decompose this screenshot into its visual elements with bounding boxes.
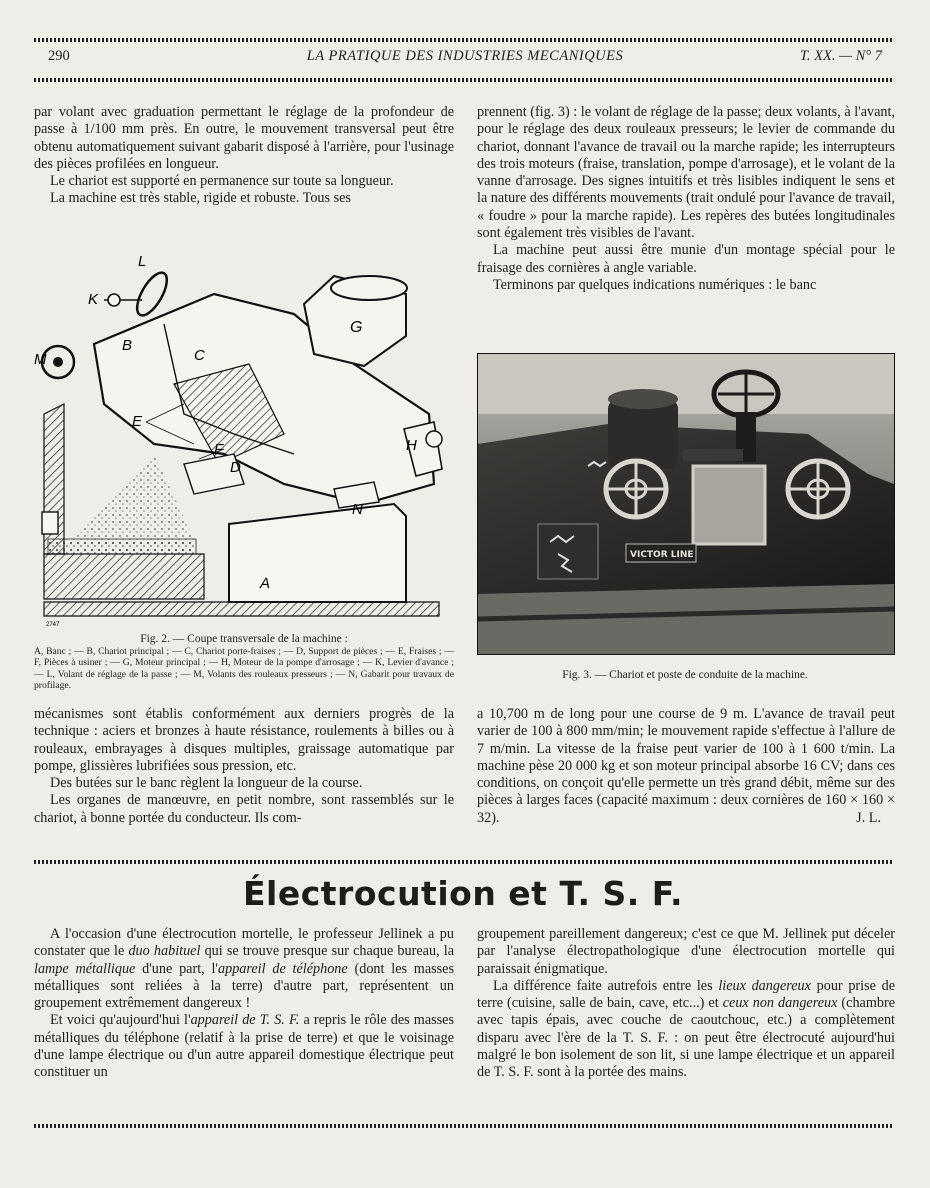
figure-3-caption xyxy=(477,670,893,682)
figure-2-legend: A, Banc ; — B, Chariot principal ; — C, Chariot porte-fraises ; — D, Support de pièces ; — E, Fraises ; — F, Pièces à usiner ; — G, Moteur principal ; — H, Moteur de la pompe d'arrosage ; — K, Levier d'avance ; — L, Volant de réglage de la passe ; — M, Volants des rouleaux presseurs ; — N, Gabarit pour travaux de profilage. xyxy=(34,645,454,691)
fig-label-E: E xyxy=(132,413,143,430)
journal-title: LA PRATIQUE DES INDUSTRIES MECANIQUES xyxy=(306,48,624,64)
header-rule xyxy=(34,78,892,82)
emphasis: appareil de T. S. F. xyxy=(190,1012,300,1029)
paragraph xyxy=(477,978,895,1082)
fig-label-F: F xyxy=(214,441,224,458)
article1-right-bottom xyxy=(477,706,895,827)
text: d'une part, l' xyxy=(135,960,218,977)
figure-2-cross-section xyxy=(34,254,454,632)
article1-left-bottom xyxy=(34,706,454,827)
paragraph: Le chariot est supporté en permanence sur toute sa longueur. xyxy=(50,173,394,190)
fig-label-K: K xyxy=(88,291,99,308)
cross-section-drawing xyxy=(34,254,454,632)
text: A l'occasion d'une électrocution mortelle, le professeur Jellinek a pu constater que le xyxy=(34,926,454,960)
figure-2-caption xyxy=(34,634,454,692)
emphasis: duo habituel xyxy=(128,943,201,960)
paragraph: prennent (fig. 3) : le volant de réglage de la passe; deux volants, à l'avant, pour le réglage des deux rouleaux presseurs; le levier de commande du chariot, donnant l'avance de travail ou la marche rapide; les interrupteurs des trois moteurs (fraise, translation, pompe d'arrosage), et le volant de la vanne d'arrosage. Des signes intuitifs et très lisibles indiquent le sens et la nature des différents mouvements (trait ondulé pour l'avance de travail, « foudre » pour la marche rapide). Les repères des butées longitudinales sont également très visibles de l'avant. xyxy=(477,104,895,242)
fig-label-G: G xyxy=(350,319,363,336)
text: La différence faite autrefois entre les xyxy=(493,977,719,994)
paragraph: groupement pareillement dangereux; c'est ce que M. Jellinek put déceler par l'analyse électropathologique d'une électrocution mortelle qui paraissait énigmatique. xyxy=(477,926,895,977)
control-station-photo xyxy=(478,354,894,654)
figure-2-title: Fig. 2. — Coupe transversale de la machine : xyxy=(140,633,348,645)
text: a repris le rôle des masses métalliques du téléphone (relatif à la prise de terre) et que le voisinage d'une lampe électrique ou d'un autre appareil domestique électrique peut constituer un xyxy=(34,1012,454,1081)
article1-right-top xyxy=(477,104,895,294)
page-number: 290 xyxy=(48,48,70,64)
paragraph: par volant avec graduation permettant le réglage de la profondeur de passe à 1/100 mm près. En outre, le mouvement transversal peut être obtenu automatiquement suivant gabarit disposé à l'arrière, pour l'usinage des pièces profilées en longueur. xyxy=(34,104,454,172)
emphasis: ceux non dangereux xyxy=(722,995,838,1012)
fig-label-B: B xyxy=(122,337,133,354)
bottom-rule xyxy=(34,1124,892,1128)
paragraph xyxy=(34,926,454,1012)
paragraph: La machine peut aussi être munie d'un montage spécial pour le fraisage des cornières à angle variable. xyxy=(477,242,895,276)
article2-right xyxy=(477,926,895,1082)
author-signature: J. L. xyxy=(856,809,881,826)
article2-left xyxy=(34,926,454,1082)
fig-label-D: D xyxy=(230,459,241,476)
fig-label-N: N xyxy=(352,501,363,518)
figure-3-title: Fig. 3. — Chariot et poste de conduite de la machine. xyxy=(562,669,808,681)
machine-name-plate: VICTOR LINE xyxy=(630,550,694,560)
figure-3-photo xyxy=(477,353,895,655)
paragraph: La machine est très stable, rigide et robuste. Tous ses xyxy=(50,190,351,207)
paragraph xyxy=(477,706,895,827)
text: Et voici qu'aujourd'hui l' xyxy=(50,1012,191,1029)
text: qui se trouve presque sur chaque bureau, la xyxy=(200,943,454,960)
article-title: Électrocution et T. S. F. xyxy=(242,874,683,913)
fig-label-A: A xyxy=(260,575,271,592)
emphasis: lampe métallique xyxy=(34,960,136,977)
section-rule xyxy=(34,860,892,864)
paragraph-text: a 10,700 m de long pour une course de 9 m. L'avance de travail peut varier de 100 à 800 mm/min; le mouvement rapide s'effectue à l'allure de 7 m/min. La vitesse de la fraise peut varier de 100 à 1 600 t/min. La machine pèse 20 000 kg et son moteur principal absorbe 16 CV; dans ces conditions, on conçoit qu'elle permette un très grand débit, même sur des pièces à larges faces (capacité maximum : deux cornières de 160 × 160 × 32). xyxy=(477,706,895,826)
article1-left-top xyxy=(34,104,454,208)
paragraph: Des butées sur le banc règlent la longueur de la course. xyxy=(50,775,363,792)
fig-label-C: C xyxy=(194,347,205,364)
paragraph: mécanismes sont établis conformément aux derniers progrès de la technique : aciers et bronzes à haute résistance, roulements à billes ou à rouleaux, embrayages à disques multiples, graissage automatique par pompe, glissières lubrifiées sous pression, etc. xyxy=(34,706,454,774)
fig-label-M: M xyxy=(34,351,47,368)
emphasis: lieux dangereux xyxy=(718,977,811,994)
fig-label-L: L xyxy=(138,254,147,270)
fig-label-H: H xyxy=(406,437,417,454)
text: pour prise de terre (cuisine, salle de bain, cave, etc...) et xyxy=(477,977,895,1012)
text: (chambre avec tapis épais, avec couche de caoutchouc, etc.) a complètement disparu avec l'ère de la T. S. F. : on peut être électrocuté aujourd'hui malgré le bon isolement de son lit, si une lampe électrique et un appareil de T. S. F. sont à la portée des mains. xyxy=(477,995,895,1081)
issue-number: T. XX. — N° 7 xyxy=(799,48,882,64)
paragraph xyxy=(34,1012,454,1081)
emphasis: appareil de téléphone xyxy=(218,960,348,977)
paragraph: Terminons par quelques indications numériques : le banc xyxy=(493,276,817,293)
top-rule xyxy=(34,38,892,42)
paragraph: Les organes de manœuvre, en petit nombre, sont rassemblés sur le chariot, à bonne portée du conducteur. Ils com- xyxy=(34,792,454,826)
text: (dont les masses métalliques sont reliées à la terre) d'autre part, représentent un groupement extrêmement dangereux ! xyxy=(34,960,454,1012)
fig-ref-number: 2747 xyxy=(46,622,60,628)
page-header xyxy=(48,48,882,70)
